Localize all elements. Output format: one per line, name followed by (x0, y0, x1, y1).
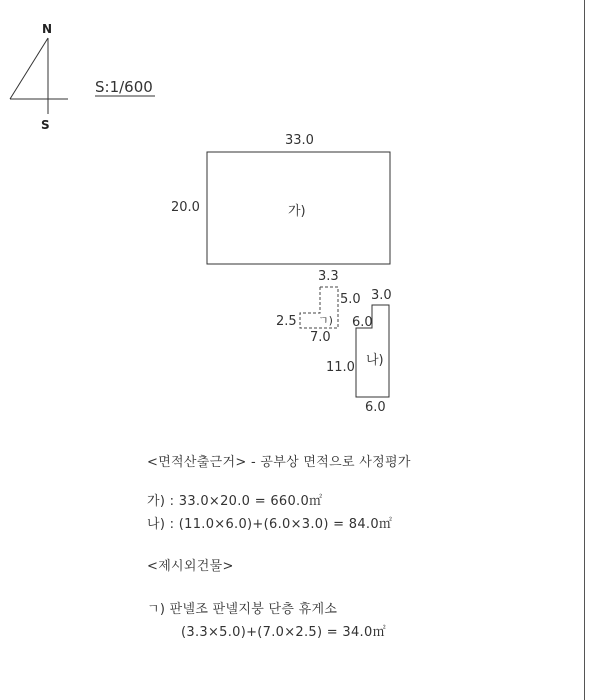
plot-ga-label: 가) (288, 204, 306, 219)
compass-south-label: S (41, 118, 50, 132)
plot-na-lower-side-label: 11.0 (326, 360, 355, 375)
area-calc-na: 나) : (11.0×6.0)+(6.0×3.0) = 84.0㎡ (147, 517, 393, 532)
scale-label: S:1/600 (95, 78, 153, 96)
plot-ga-height-label: 20.0 (171, 200, 200, 215)
compass-north-label: N (42, 22, 53, 36)
area-calc-ga: 가) : 33.0×20.0 = 660.0㎡ (147, 494, 323, 509)
annex-top-label: 3.3 (318, 269, 339, 284)
extra-building-calc: (3.3×5.0)+(7.0×2.5) = 34.0㎡ (181, 625, 386, 640)
annex-left-label: 2.5 (276, 314, 297, 329)
extra-buildings-heading: <제시외건물> (147, 559, 234, 574)
plot-na-bottom-label: 6.0 (365, 400, 386, 415)
area-basis-heading: <면적산출근거> - 공부상 면적으로 사정평가 (147, 455, 411, 470)
plot-na-top-label: 3.0 (371, 288, 392, 303)
annex-label: ㄱ) (318, 314, 333, 327)
extra-building-title: ㄱ) 판넬조 판넬지붕 단층 휴게소 (147, 602, 338, 617)
compass-rose (10, 38, 68, 114)
annex-bottom-label: 7.0 (310, 330, 331, 345)
plot-na-label: 나) (366, 353, 384, 368)
plot-ga-width-label: 33.0 (285, 133, 314, 148)
annex-right-label: 5.0 (340, 292, 361, 307)
plot-na-upper-side-label: 6.0 (352, 315, 373, 330)
